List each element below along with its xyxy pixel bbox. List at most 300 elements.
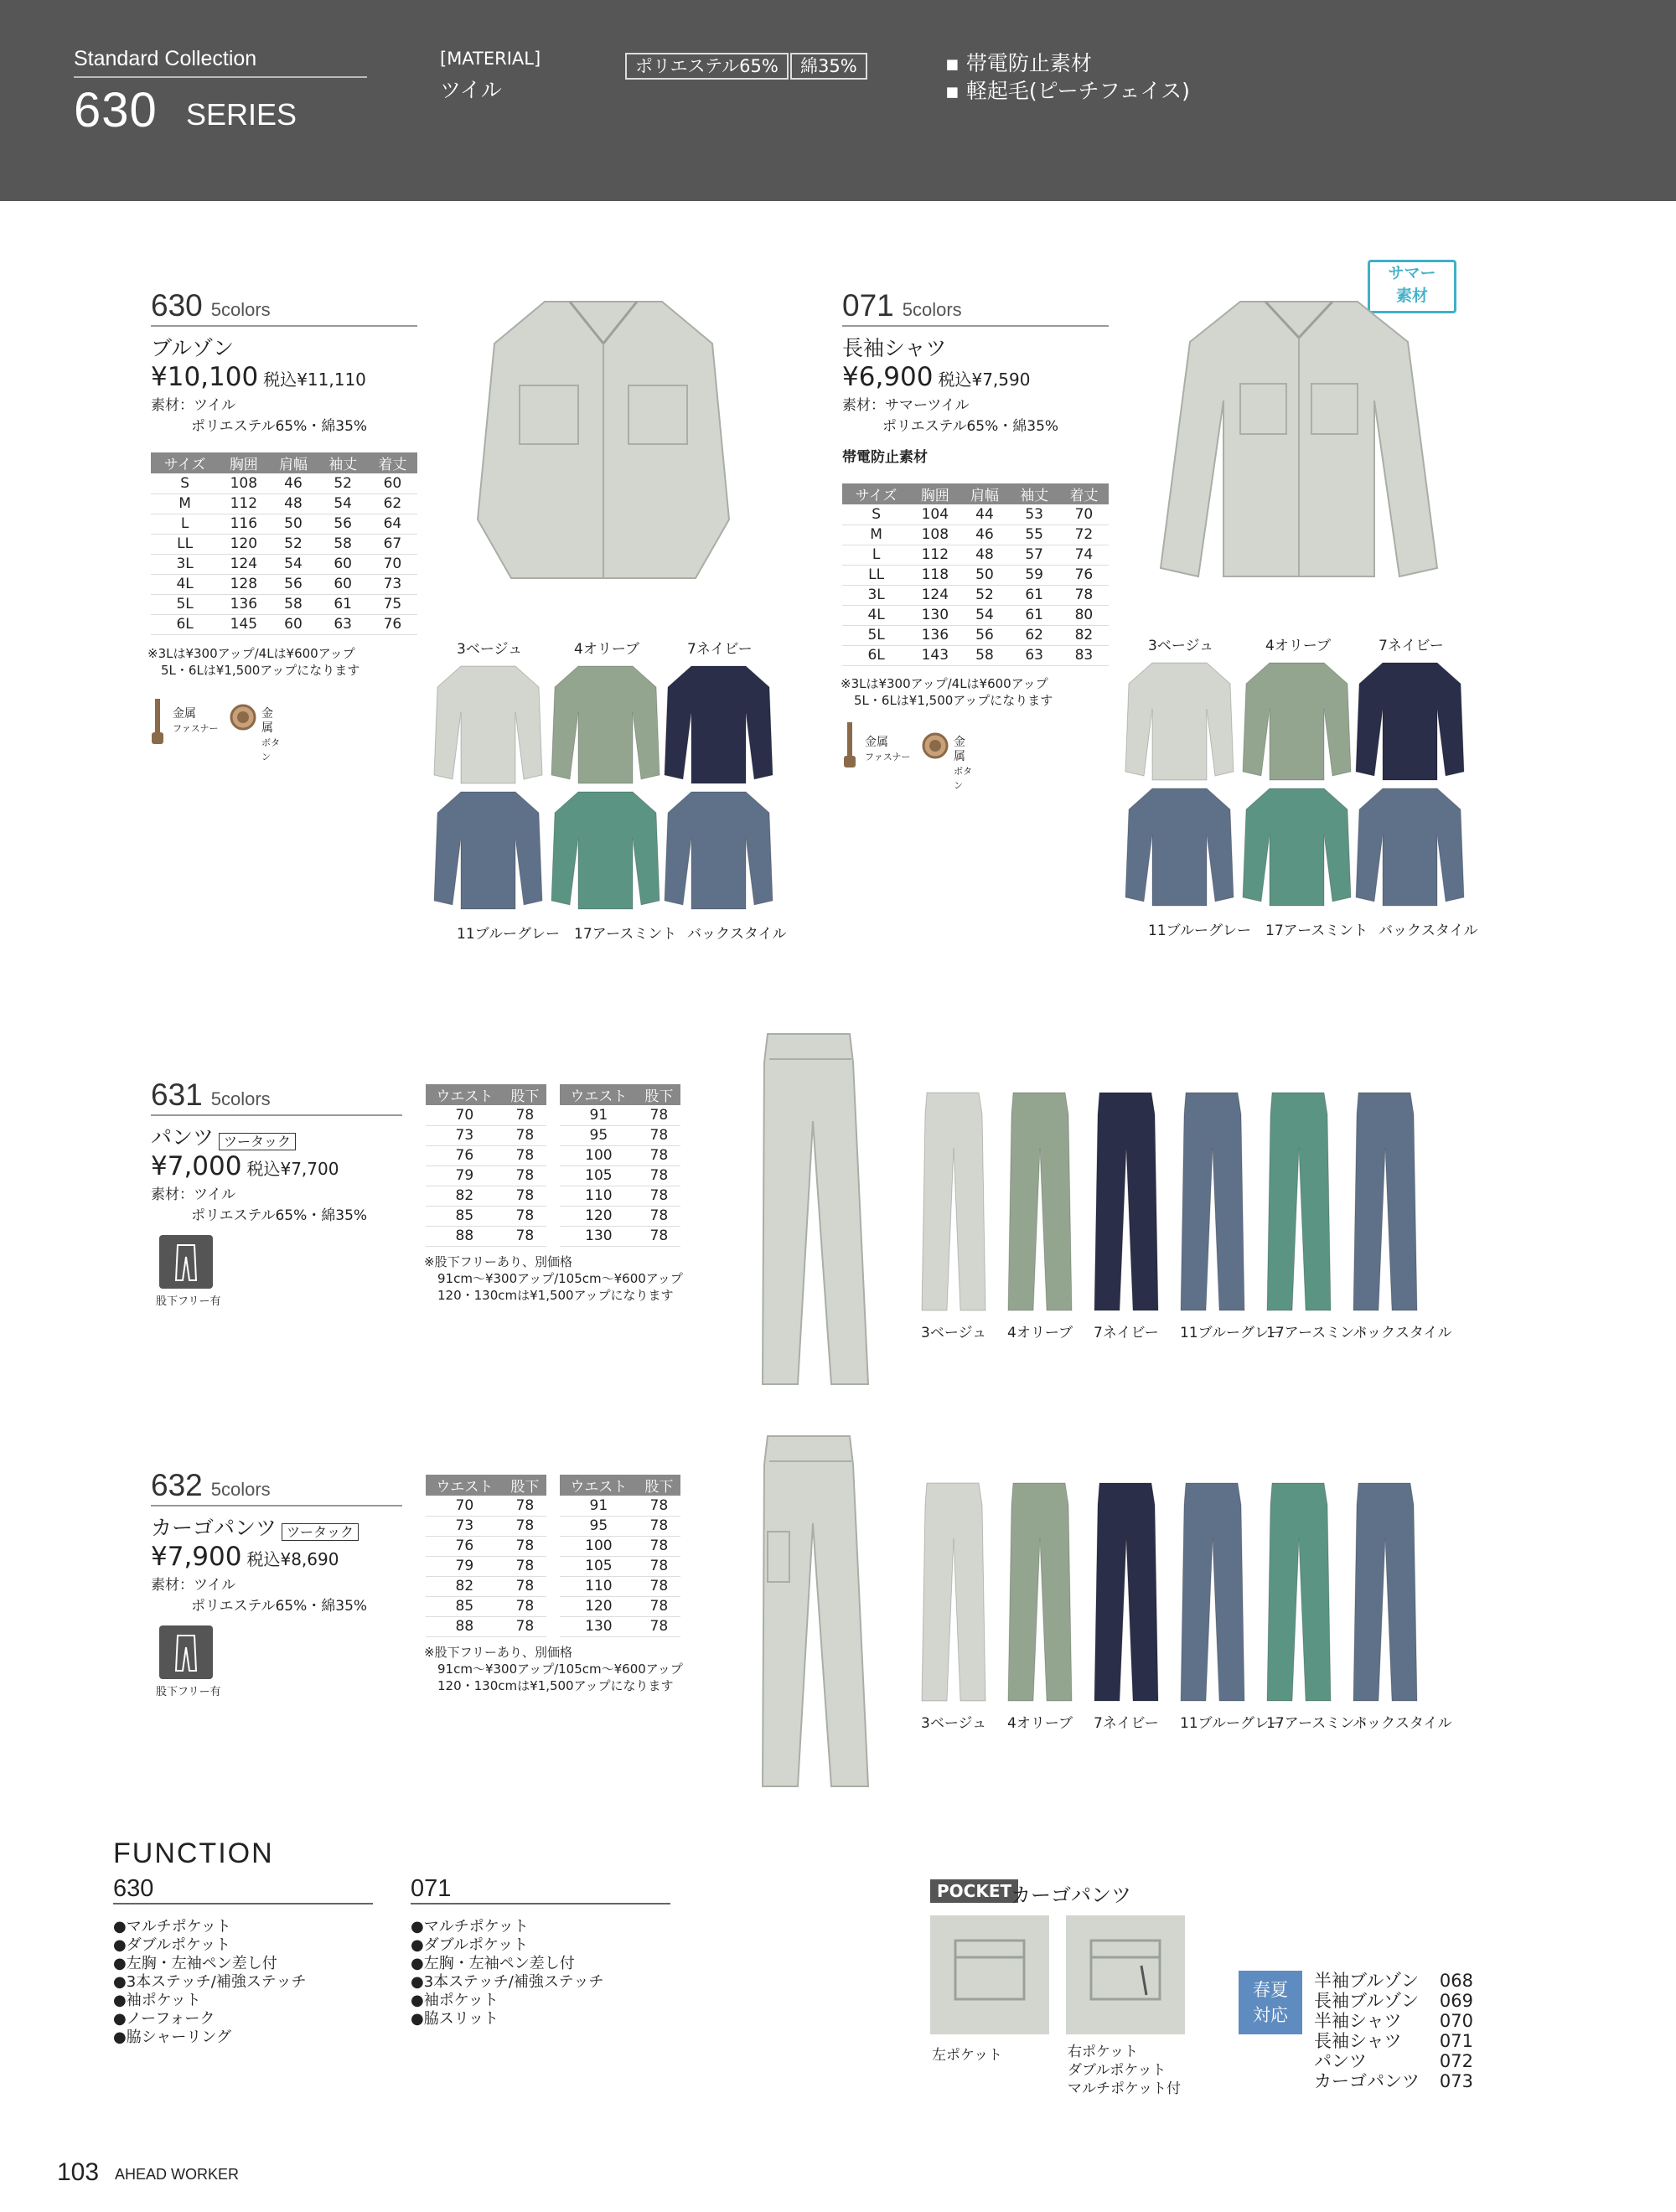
color-label: 7ネイビー [1094,1715,1159,1732]
series-word: SERIES [186,97,297,132]
shirt-071-image [1156,292,1441,593]
table-cell: 78 [504,1145,546,1165]
table-cell: 105 [560,1556,638,1576]
table-row [426,1616,546,1636]
table-cell: 145 [219,614,268,634]
color-label: 4オリーブ [1007,1715,1073,1732]
table-cell: 78 [504,1576,546,1596]
function-title: FUNCTION [113,1837,274,1869]
feature-peach: ▪ 軽起毛(ピーチフェイス) [945,79,1190,103]
col-header: 股下 [504,1475,546,1496]
season-item [1314,2071,1473,2091]
color-label: 3ベージュ [457,641,523,658]
table-cell: 56 [960,625,1009,645]
function-item: ●ノーフォーク [113,2010,215,2028]
pants-swatch-4 [1265,1480,1332,1706]
function-list [113,1918,373,2047]
product-number: 071 [842,288,894,323]
table-row [151,614,417,634]
garment-swatch-4 [1240,784,1353,910]
table-cell: 80 [1059,605,1109,625]
table-row [560,1105,680,1125]
pants-swatch-1 [1006,1480,1073,1706]
table-row [560,1186,680,1206]
table-cell: 57 [1010,545,1059,565]
inseam-note: ※股下フリーあり、別価格 91cm〜¥300アップ/105cm〜¥600アップ 120・130cmは¥1,500アップになります [424,1645,683,1693]
product-number: 632 [151,1468,203,1502]
table-cell: 108 [219,473,268,494]
table-row [560,1125,680,1145]
product-number: 630 [151,288,203,323]
table-cell: 3L [842,585,910,605]
table-cell: 82 [1059,625,1109,645]
table-cell: 62 [368,494,417,514]
divider [113,1903,373,1904]
table-row [842,605,1109,625]
table-row [426,1165,546,1186]
col-header: 袖丈 [1010,483,1059,504]
header-rule [74,76,367,78]
table-cell: 78 [638,1186,680,1206]
table-cell: 78 [638,1105,680,1125]
table-cell: 6L [842,645,910,665]
table-cell: 120 [219,534,268,554]
icon-label: 金属 ボタン [261,707,280,762]
table-cell: LL [842,565,910,585]
color-label: バックスタイル [1379,923,1478,939]
header-band [0,0,1676,201]
inseam-free-icon [159,1235,213,1289]
col-header: 着丈 [368,452,417,473]
price: ¥6,900 [842,362,934,392]
color-label: 11ブルーグレー [1180,1325,1283,1341]
table-row [560,1536,680,1556]
table-cell: 78 [504,1496,546,1516]
table-cell: 78 [638,1616,680,1636]
divider [411,1903,670,1904]
size-table-630 [151,452,417,635]
fastener-icons [149,699,283,762]
product-name: 長袖シャツ [842,336,947,360]
col-header: 肩幅 [268,452,318,473]
table-cell: 3L [151,554,219,574]
table-cell: 78 [638,1556,680,1576]
function-item: ●左胸・左袖ペン差し付 [113,1955,277,1972]
season-item-number: 069 [1439,1991,1473,2011]
table-cell: 88 [426,1226,504,1246]
table-cell: 63 [1010,645,1059,665]
divider [842,325,1109,327]
table-cell: 78 [638,1145,680,1165]
product-631-info [151,1078,402,1227]
product-071-info [842,288,1109,468]
function-col-title: 630 [113,1875,154,1902]
table-cell: 70 [368,554,417,574]
table-cell: 73 [426,1125,504,1145]
season-item-name: 長袖ブルゾン [1314,1991,1420,2011]
table-row [842,625,1109,645]
season-item-name: 半袖シャツ [1314,2011,1402,2031]
table-row [426,1186,546,1206]
function-item: ●左胸・左袖ペン差し付 [411,1955,575,1972]
table-cell: 124 [219,554,268,574]
pants-swatch-0 [920,1480,987,1706]
table-cell: 70 [1059,504,1109,525]
color-row-631 [913,1089,1452,1349]
table-cell: 78 [504,1105,546,1125]
table-cell: 79 [426,1556,504,1576]
table-row [151,594,417,614]
table-cell: 61 [1010,585,1059,605]
table-cell: 82 [426,1186,504,1206]
table-cell: L [151,514,219,534]
season-item-number: 071 [1439,2031,1473,2051]
waist-table-631-left [426,1084,546,1247]
tuck-tag: ツータック [282,1523,359,1541]
table-cell: 78 [638,1516,680,1536]
table-cell: 52 [960,585,1009,605]
table-cell: 104 [910,504,960,525]
table-row [426,1496,546,1516]
table-cell: 76 [368,614,417,634]
brand-footer: AHEAD WORKER [115,2166,240,2183]
table-row [560,1206,680,1226]
table-cell: 58 [960,645,1009,665]
table-row [151,554,417,574]
table-cell: 78 [638,1596,680,1616]
col-header: ウエスト [560,1084,638,1105]
divider [151,1114,402,1116]
col-header: 股下 [504,1084,546,1105]
note-line: 5L・6Lは¥1,500アップになります [854,693,1053,708]
table-row [151,473,417,494]
table-row [426,1145,546,1165]
col-header: ウエスト [426,1475,504,1496]
color-label: 7ネイビー [1379,638,1444,654]
table-cell: 60 [368,473,417,494]
blend-polyester: ポリエステル65% [625,53,789,80]
pants-swatch-5 [1352,1480,1419,1706]
table-cell: 85 [426,1206,504,1226]
series-number: 630 [74,83,158,137]
pants-swatch-5 [1352,1089,1419,1315]
size-note [147,645,360,679]
color-row-632 [913,1480,1452,1739]
color-grid-630 [432,637,787,955]
col-header: 股下 [638,1475,680,1496]
col-header: 肩幅 [960,483,1009,504]
table-cell: 4L [842,605,910,625]
table-cell: 50 [960,565,1009,585]
table-cell: 70 [426,1496,504,1516]
table-row [426,1536,546,1556]
table-row [151,514,417,534]
inseam-free-icon [159,1625,213,1679]
fastener-icons [841,722,975,791]
function-item: ●脇スリット [411,2010,499,2028]
color-label: 17アースミント [574,926,677,943]
table-cell: 54 [268,554,318,574]
function-071 [411,1875,670,2029]
table-cell: 78 [1059,585,1109,605]
table-cell: 136 [219,594,268,614]
table-cell: 91 [560,1496,638,1516]
icon-label: 金属 ファスナー [865,736,911,762]
material-line: 素材：ツイル [151,397,236,414]
inseam-free-label: 股下フリー有 [156,1686,221,1698]
color-label: 17アースミント [1265,923,1368,939]
zipper-icon [841,722,858,773]
table-cell: 120 [560,1206,638,1226]
table-row [842,545,1109,565]
function-630 [113,1875,373,2047]
page-number: 103 [57,2158,100,2186]
table-cell: 130 [560,1616,638,1636]
function-list [411,1918,670,2029]
garment-swatch-4 [549,788,662,913]
size-note [841,675,1053,709]
garment-swatch-2 [1353,659,1466,784]
table-cell: 78 [638,1206,680,1226]
right-pocket-caption: 右ポケット ダブルポケット マルチポケット付 [1068,2044,1182,2097]
material-value: ツイル [440,78,502,102]
garment-swatch-0 [1123,659,1236,784]
garment-swatch-1 [549,662,662,788]
function-item: ●3本ステッチ/補強ステッチ [411,1973,604,1991]
function-item: ●3本ステッチ/補強ステッチ [113,1973,307,1991]
note-line: ※3Lは¥300アップ/4Lは¥600アップ [841,676,1048,691]
tuck-tag: ツータック [219,1133,296,1150]
color-label: バックスタイル [687,926,787,943]
color-label: 11ブルーグレー [1180,1715,1283,1732]
color-label: バックスタイル [1353,1325,1452,1341]
color-label: 17アースミント [1266,1325,1369,1341]
table-row [426,1596,546,1616]
function-item: ●マルチポケット [411,1918,529,1936]
table-cell: 143 [910,645,960,665]
col-header: 着丈 [1059,483,1109,504]
garment-swatch-3 [1123,784,1236,910]
table-row [560,1576,680,1596]
table-cell: 120 [560,1596,638,1616]
table-cell: 76 [1059,565,1109,585]
pants-swatch-4 [1265,1089,1332,1315]
table-cell: 130 [910,605,960,625]
table-cell: 82 [426,1576,504,1596]
table-cell: 78 [638,1165,680,1186]
table-cell: 54 [960,605,1009,625]
table-row [560,1226,680,1246]
table-cell: M [151,494,219,514]
material-blend: ポリエステル65%・綿35% [882,418,1059,435]
table-cell: 116 [219,514,268,534]
table-cell: 70 [426,1105,504,1125]
table-row [426,1576,546,1596]
blend-cotton: 綿35% [790,53,867,80]
table-cell: 76 [426,1536,504,1556]
table-row [560,1556,680,1576]
divider [151,1505,402,1507]
product-name: カーゴパンツ [151,1516,277,1540]
col-header: ウエスト [560,1475,638,1496]
season-item [1314,2031,1473,2051]
table-cell: 112 [910,545,960,565]
table-cell: S [151,473,219,494]
table-cell: 95 [560,1125,638,1145]
table-row [426,1226,546,1246]
pocket-tag: POCKET [930,1879,1018,1903]
table-cell: 60 [318,554,368,574]
table-cell: 75 [368,594,417,614]
color-label: バックスタイル [1353,1715,1452,1732]
table-cell: 78 [504,1186,546,1206]
table-cell: 79 [426,1165,504,1186]
table-row [151,534,417,554]
season-item-number: 068 [1439,1971,1473,1991]
table-cell: 78 [504,1226,546,1246]
table-cell: 78 [504,1125,546,1145]
table-cell: 58 [268,594,318,614]
table-cell: 128 [219,574,268,594]
table-cell: 110 [560,1576,638,1596]
table-row [560,1516,680,1536]
table-row [426,1206,546,1226]
function-item: ●ダブルポケット [113,1936,231,1954]
table-cell: 78 [504,1556,546,1576]
season-item-name: パンツ [1314,2051,1367,2071]
color-label: 3ベージュ [921,1325,987,1341]
product-number: 631 [151,1078,203,1112]
garment-swatch-2 [662,662,775,788]
table-cell: S [842,504,910,525]
table-cell: 78 [638,1125,680,1145]
pants-swatch-0 [920,1089,987,1315]
inseam-free-label: 股下フリー有 [156,1295,221,1308]
table-cell: 78 [504,1516,546,1536]
color-count: 5colors [210,1088,271,1109]
color-label: 11ブルーグレー [457,926,560,943]
season-item-number: 072 [1439,2051,1473,2071]
table-cell: 55 [1010,525,1059,545]
waist-table-632-right [560,1475,680,1637]
table-cell: 72 [1059,525,1109,545]
table-cell: 78 [638,1226,680,1246]
table-cell: 59 [1010,565,1059,585]
icon-label: 金属 ボタン [954,736,972,791]
table-cell: 61 [1010,605,1059,625]
product-name: ブルゾン [151,336,235,360]
garment-swatch-0 [432,662,545,788]
table-cell: 5L [842,625,910,645]
button-icon [230,704,256,731]
table-cell: 4L [151,574,219,594]
color-grid-071 [1123,633,1478,952]
zipper-icon [149,699,166,749]
col-header: ウエスト [426,1084,504,1105]
color-label: 4オリーブ [1007,1325,1073,1341]
table-cell: 54 [318,494,368,514]
table-cell: LL [151,534,219,554]
tax-price: 税込¥8,690 [246,1549,339,1569]
material-blend: ポリエステル65%・綿35% [191,418,368,435]
product-630-info [151,288,417,437]
function-item: ●袖ポケット [113,1992,201,2009]
col-header: 胸囲 [910,483,960,504]
table-row [426,1105,546,1125]
season-item-number: 073 [1439,2071,1473,2091]
color-count: 5colors [902,299,962,320]
tax-price: 税込¥7,590 [938,370,1031,390]
table-cell: 78 [638,1536,680,1556]
garment-swatch-5 [662,788,775,913]
tax-price: 税込¥7,700 [246,1159,339,1179]
cargo-pants-632-image [754,1431,880,1791]
table-cell: 52 [318,473,368,494]
table-cell: 53 [1010,504,1059,525]
season-item [1314,1971,1473,1991]
table-cell: 91 [560,1105,638,1125]
table-cell: 88 [426,1616,504,1636]
season-item-name: 長袖シャツ [1314,2031,1402,2051]
col-header: 袖丈 [318,452,368,473]
summer-material-badge: サマー 素材 [1368,260,1456,313]
spring-summer-index [1314,1971,1473,2091]
table-row [842,585,1109,605]
table-cell: 48 [960,545,1009,565]
pants-swatch-2 [1093,1480,1160,1706]
jacket-630-image [469,293,737,595]
table-cell: 73 [368,574,417,594]
table-cell: 44 [960,504,1009,525]
table-cell: 5L [151,594,219,614]
table-row [842,504,1109,525]
left-pocket-image [930,1915,1049,2034]
pants-swatch-2 [1093,1089,1160,1315]
table-cell: 74 [1059,545,1109,565]
table-cell: 124 [910,585,960,605]
season-item [1314,1991,1473,2011]
table-cell: 58 [318,534,368,554]
price: ¥7,000 [151,1151,242,1181]
table-row [560,1145,680,1165]
season-item-number: 070 [1439,2011,1473,2031]
function-item: ●袖ポケット [411,1992,499,2009]
table-cell: 64 [368,514,417,534]
table-row [426,1125,546,1145]
button-icon [922,732,949,759]
material-line: 素材：サマーツイル [842,397,970,414]
function-col-title: 071 [411,1875,452,1902]
color-label: 7ネイビー [1094,1325,1159,1341]
table-cell: 48 [268,494,318,514]
table-cell: 61 [318,594,368,614]
garment-swatch-3 [432,788,545,913]
season-item-name: カーゴパンツ [1314,2071,1420,2091]
table-cell: 56 [318,514,368,534]
table-cell: 56 [268,574,318,594]
col-header: 股下 [638,1084,680,1105]
color-count: 5colors [210,1479,271,1500]
table-row [151,574,417,594]
table-cell: 100 [560,1145,638,1165]
table-cell: 46 [960,525,1009,545]
table-cell: 100 [560,1536,638,1556]
color-label: 3ベージュ [1148,638,1214,654]
table-cell: 6L [151,614,219,634]
pocket-title: カーゴパンツ [1011,1884,1131,1907]
table-row [151,494,417,514]
price: ¥10,100 [151,362,259,392]
